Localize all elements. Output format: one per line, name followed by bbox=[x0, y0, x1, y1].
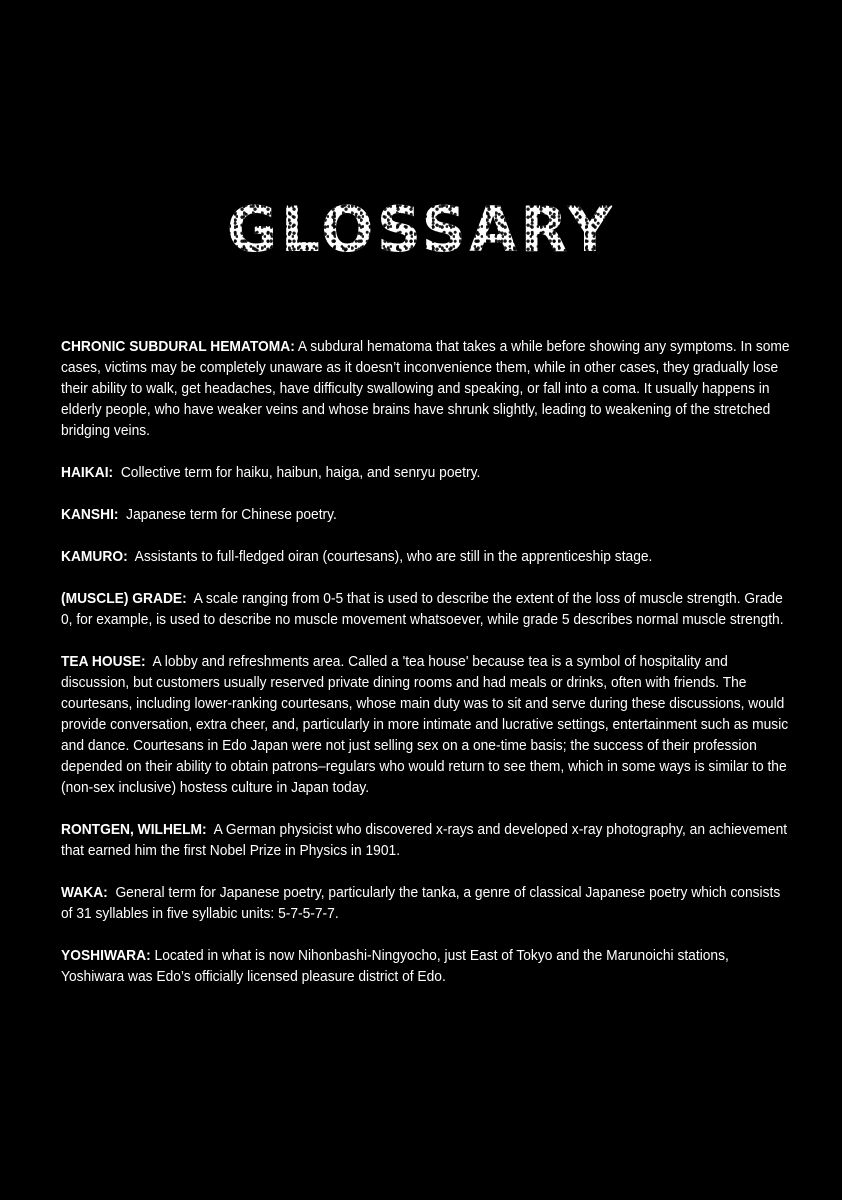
glossary-entry-haikai bbox=[61, 462, 791, 483]
glossary-entry-chronic-subdural-hematoma bbox=[61, 336, 791, 441]
glossary-definition: A lobby and refreshments area. Called a 'tea house' because tea is a symbol of hospitality and discussion, but customers usually reserved private dining rooms and had meals or drinks, often with friends. The courtesans, including lower-ranking courtesans, whose main duty was to sit and serve during these discussions, would provide conversation, extra cheer, and, particularly in more intimate and lucrative settings, entertainment such as music and dance. Courtesans in Edo Japan were not just selling sex on a one-time basis; the success of their profession depended on their ability to obtain patrons–regulars who would return to see them, which in some ways is similar to the (non-sex inclusive) hostess culture in Japan today. bbox=[61, 653, 789, 796]
glossary-definition: General term for Japanese poetry, particularly the tanka, a genre of classical Japanese poetry which consists of 31 syllables in five syllabic units: 5-7-5-7-7. bbox=[61, 884, 781, 922]
glossary-term: RONTGEN, WILHELM: bbox=[61, 821, 207, 838]
glossary-term: CHRONIC SUBDURAL HEMATOMA: bbox=[61, 338, 295, 355]
glossary-term: KAMURO: bbox=[61, 548, 128, 565]
glossary-definition: Japanese term for Chinese poetry. bbox=[126, 506, 337, 523]
glossary-term: HAIKAI: bbox=[61, 464, 114, 481]
glossary-term: YOSHIWARA: bbox=[61, 947, 151, 964]
glossary-term: (MUSCLE) GRADE: bbox=[61, 590, 187, 607]
glossary-entry-tea-house bbox=[61, 651, 791, 798]
glossary-definition: Assistants to full-fledged oiran (courtesans), who are still in the apprenticeship stage. bbox=[134, 548, 653, 565]
glossary-term: KANSHI: bbox=[61, 506, 119, 523]
glossary-term: WAKA: bbox=[61, 884, 108, 901]
glossary-entry-muscle-grade bbox=[61, 588, 791, 630]
glossary-entry-kanshi bbox=[61, 504, 791, 525]
page-title: GLOSSARY bbox=[0, 190, 842, 270]
glossary-entry-rontgen-wilhelm bbox=[61, 819, 791, 861]
glossary-entry-waka bbox=[61, 882, 791, 924]
glossary-definition: Located in what is now Nihonbashi-Ningyocho, just East of Tokyo and the Marunoichi stations, Yoshiwara was Edo’s officially licensed pleasure district of Edo. bbox=[61, 947, 729, 985]
glossary-entry-yoshiwara bbox=[61, 945, 791, 987]
glossary-definition: A scale ranging from 0-5 that is used to describe the extent of the loss of muscle strength. Grade 0, for example, is used to describe no muscle movement whatsoever, while grade 5 describes normal muscle strength. bbox=[61, 590, 784, 628]
glossary-definition: A German physicist who discovered x-rays and developed x-ray photography, an achievement that earned him the first Nobel Prize in Physics in 1901. bbox=[61, 821, 788, 859]
glossary-definition: Collective term for haiku, haibun, haiga, and senryu poetry. bbox=[120, 464, 481, 481]
glossary-definition: A subdural hematoma that takes a while before showing any symptoms. In some cases, victims may be completely unaware as it doesn’t inconvenience them, while in other cases, they gradually lose their ability to walk, get headaches, have difficulty swallowing and speaking, or fall into a coma. It usually happens in elderly people, who have weaker veins and whose brains have shrunk slightly, leading to weakening of the stretched bridging veins. bbox=[61, 338, 790, 439]
glossary-entry-kamuro bbox=[61, 546, 791, 567]
glossary-term: TEA HOUSE: bbox=[61, 653, 146, 670]
glossary-list bbox=[61, 336, 790, 1008]
